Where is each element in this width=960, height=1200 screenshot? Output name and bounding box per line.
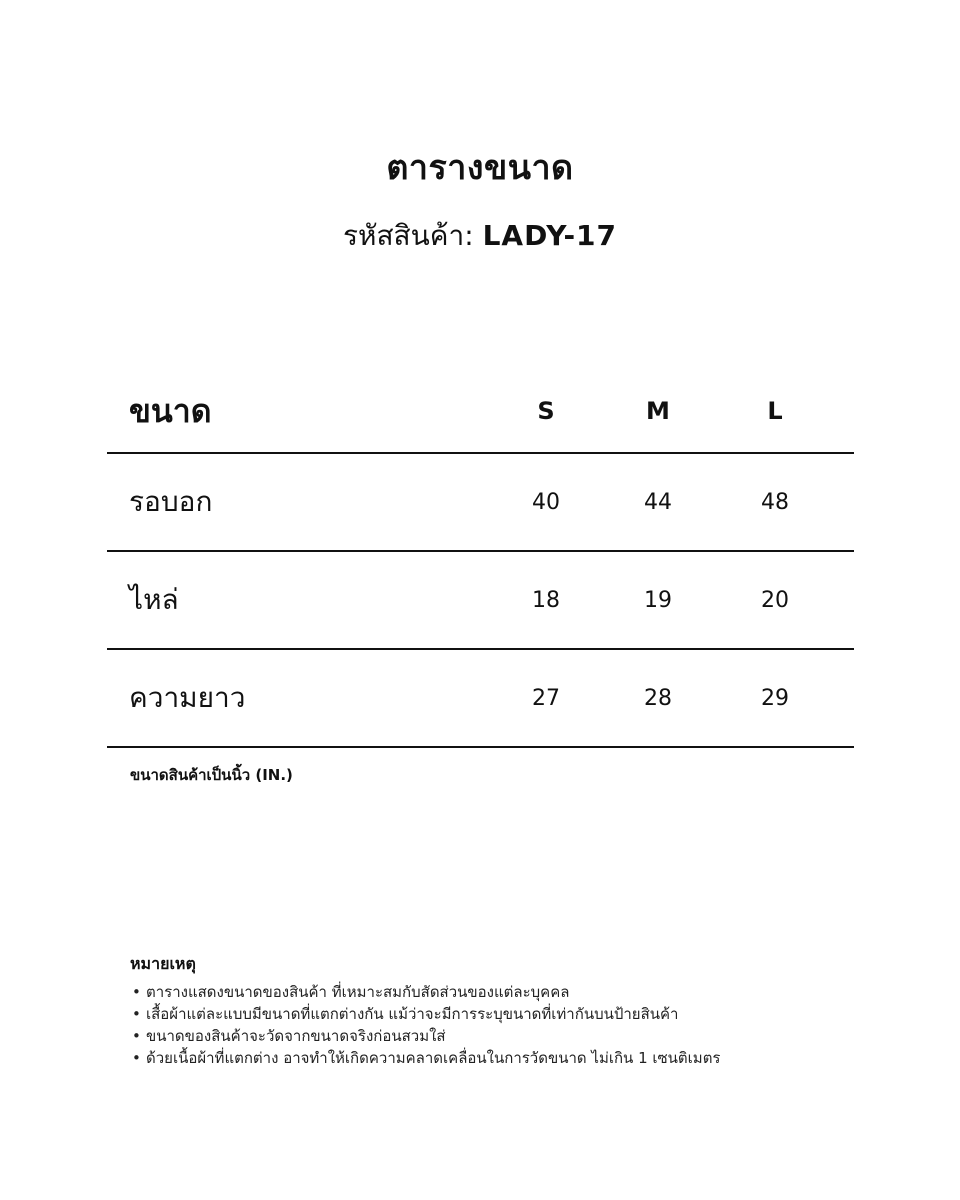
list-item: [130, 1003, 721, 1025]
table-cell: 20: [761, 587, 789, 613]
product-code: LADY-17: [482, 219, 618, 252]
table-cell: 40: [532, 489, 560, 515]
table-header-row: [107, 370, 854, 454]
table-row: [107, 454, 854, 552]
remark-text: เสื้อผ้าแต่ละแบบมีขนาดที่แตกต่างกัน แม้ว่าจะมีการระบุขนาดที่เท่ากันบนป้ายสินค้า: [146, 1005, 679, 1023]
product-code-label: รหัสสินค้า:: [342, 219, 483, 252]
table-cell: 27: [532, 685, 560, 711]
header-size-m: M: [646, 397, 670, 425]
remark-text: ขนาดของสินค้าจะวัดจากขนาดจริงก่อนสวมใส่: [146, 1027, 446, 1045]
row-label-shoulder: ไหล่: [129, 583, 179, 616]
table-row: [107, 650, 854, 748]
table-cell: 19: [644, 587, 672, 613]
table-cell: 44: [644, 489, 672, 515]
header-size-l: L: [767, 397, 783, 425]
bullet-icon: •: [132, 1027, 141, 1045]
remark-text: ด้วยเนื้อผ้าที่แตกต่าง อาจทำให้เกิดความคลาดเคลื่อนในการวัดขนาด ไม่เกิน 1 เซนติเมตร: [146, 1049, 721, 1067]
bullet-icon: •: [132, 1049, 141, 1067]
header-size-s: S: [537, 397, 555, 425]
table-cell: 18: [532, 587, 560, 613]
remarks-section: [130, 952, 721, 1069]
remarks-title: หมายเหตุ: [130, 954, 196, 973]
product-code-line: [0, 214, 960, 258]
bullet-icon: •: [132, 983, 141, 1001]
row-label-length: ความยาว: [129, 681, 246, 714]
table-cell: 29: [761, 685, 789, 711]
list-item: [130, 981, 721, 1003]
page-title: ตารางขนาด: [386, 148, 574, 188]
size-table: [107, 370, 854, 748]
table-row: [107, 552, 854, 650]
list-item: [130, 1047, 721, 1069]
remarks-list: [130, 981, 721, 1069]
remark-text: ตารางแสดงขนาดของสินค้า ที่เหมาะสมกับสัดส่วนของแต่ละบุคคล: [146, 983, 570, 1001]
table-cell: 28: [644, 685, 672, 711]
header-size-label: ขนาด: [129, 391, 212, 430]
unit-note: ขนาดสินค้าเป็นนิ้ว (IN.): [130, 766, 293, 784]
table-cell: 48: [761, 489, 789, 515]
list-item: [130, 1025, 721, 1047]
row-label-chest: รอบอก: [129, 485, 213, 518]
bullet-icon: •: [132, 1005, 141, 1023]
